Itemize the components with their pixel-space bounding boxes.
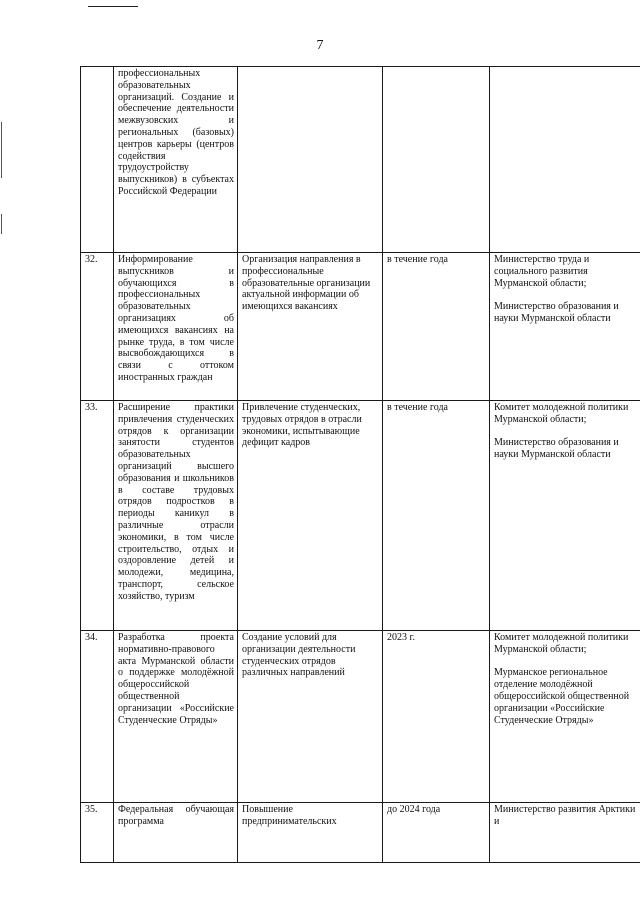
deadline-cell [383, 67, 490, 253]
responsible-cell [490, 253, 640, 401]
responsible-cell [490, 67, 640, 253]
responsible-entry: Комитет молодежной политики Мурманской области; [494, 402, 629, 425]
responsible-entry: Мурманское региональное отделение молодёжной общероссийской общественной организации «Российские Студенческие Отряды» [494, 667, 630, 726]
responsible-cell [490, 401, 640, 631]
responsible-cell [490, 803, 640, 863]
top-rule [88, 6, 138, 7]
row-number-cell: 35. [81, 803, 114, 863]
page-number: 7 [316, 38, 324, 53]
responsible-entry: Министерство развития Арктики и [494, 804, 636, 827]
responsible-entry: Министерство образования и науки Мурманской области [494, 437, 619, 461]
deadline-cell: в течение года [383, 253, 490, 401]
event-cell: Расширение практики привлечения студенческих отрядов к организации занятости студентов образовательных организаций высшего образования и школьников в составе трудовых отрядов подростков в периоды каникул в различные отрасли экономики, в том числе строительство, отдых и оздоровление детей и молодежи, медицина, транспорт, сельское хозяйство, туризм [114, 401, 238, 631]
responsible-cell [490, 631, 640, 803]
deadline-cell: 2023 г. [383, 631, 490, 803]
result-cell: Привлечение студенческих, трудовых отрядов в отрасли экономики, испытывающие дефицит кадров [238, 401, 383, 631]
table-row [81, 401, 640, 631]
table-row [81, 803, 640, 863]
deadline-cell: в течение года [383, 401, 490, 631]
result-cell: Организация направления в профессиональные образовательные организации актуальной информации об имеющихся вакансиях [238, 253, 383, 401]
result-cell [238, 67, 383, 253]
table-row [81, 253, 640, 401]
table-row [81, 631, 640, 803]
result-cell: Создание условий для организации деятельности студенческих отрядов различных направлений [238, 631, 383, 803]
table-row [81, 67, 640, 253]
result-cell: Повышение предпринимательских [238, 803, 383, 863]
responsible-entry: Министерство труда и социального развития Мурманской области; [494, 254, 590, 289]
row-number-cell [81, 67, 114, 253]
deadline-cell: до 2024 года [383, 803, 490, 863]
margin-mark [1, 214, 2, 234]
event-cell: Разработка проекта нормативно-правового акта Мурманской области о поддержке молодёжной общероссийской общественной организации «Российские Студенческие Отряды» [114, 631, 238, 803]
responsible-entry: Министерство образования и науки Мурманской области [494, 301, 619, 324]
row-number-cell: 34. [81, 631, 114, 803]
margin-mark [1, 122, 2, 178]
event-cell: Информирование выпускников и обучающихся в профессиональных образовательных организациях об имеющихся вакансиях на рынке труда, в том числе высвобождающихся в связи с оттоком иностранных граждан [114, 253, 238, 401]
row-number-cell: 33. [81, 401, 114, 631]
row-number-cell: 32. [81, 253, 114, 401]
responsible-entry: Комитет молодежной политики Мурманской области; [494, 632, 629, 655]
event-cell: Федеральная обучающая программа [114, 803, 238, 863]
event-cell: профессиональных образовательных организаций. Создание и обеспечение деятельности межвузовских и региональных (базовых) центров карьеры (центров содействия трудоустройству выпускников) в субъектах Российской Федерации [114, 67, 238, 253]
measures-table [80, 66, 640, 863]
